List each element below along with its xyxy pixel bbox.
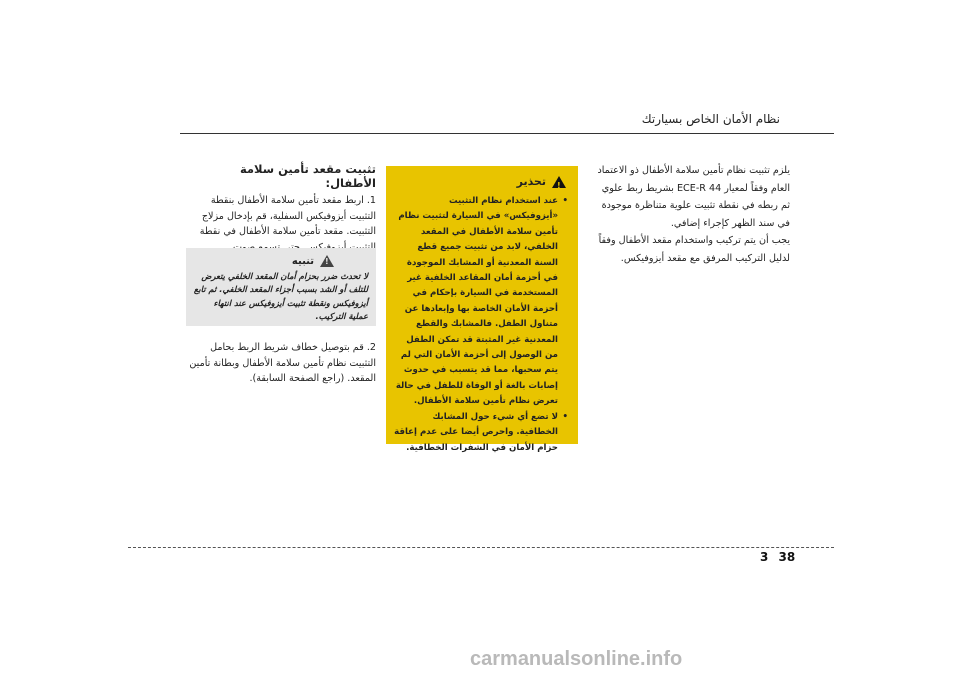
page-number bbox=[760, 550, 801, 564]
chapter-number: 3 bbox=[760, 550, 769, 564]
site-watermark: carmanualsonline.info bbox=[470, 648, 683, 670]
section-title: تثبيت مقعد تأمين سلامة الأطفال: bbox=[239, 162, 376, 190]
step-2: 2. قم بتوصيل خطاف شريط الربط بحامل التثبيت نظام تأمين سلامة الأطفال وبطانة تأمين المقعد. (راجع الصفحة السابقة). bbox=[189, 342, 376, 385]
right-column bbox=[592, 162, 790, 268]
caution-header bbox=[292, 255, 334, 267]
warning-triangle-icon: ! bbox=[552, 176, 566, 188]
paragraph-1: يلزم تثبيت نظام تأمين سلامة الأطفال ذو الاعتماد العام وفقاً لمعيار ECE-R 44 بشريط ربط علوي ثم ربطه في نقطة تثبيت علوية متناظرة موجودة في سند الظهر كإجراء إضافي. bbox=[597, 165, 790, 229]
warning-item: • لا تضع أي شيء حول المشابك الخطافية. واحرص أيضا على عدم إعاقة حزام الأمان في الشفرات الخطافية. bbox=[394, 410, 568, 456]
warning-item: • عند استخدام نظام التثبيت «أيزوفيكس» في السيارة لتثبيت نظام تأمين سلامة الأطفال في المقعد الخلفي، لابد من تثبيت جميع قطع السنة المعدنية أو المشابك الموجودة في أحزمة أمان المقاعد الخلفية غير المستخدمة في السيارة بإحكام في أحزمة الأمان الخاصة بها وإبعادها عن متناول الطفل. فالمشابك والقطع المعدنية غير المثبتة قد تمكن الطفل من الوصول إلى أحزمة الأمان التي لم يتم سحبها، مما قد يتسبب في حدوث إصابات بالغة أو الوفاة للطفل في حالة تعرض نظام تأمين سلامة الأطفال. bbox=[394, 194, 568, 410]
header-divider bbox=[180, 133, 834, 134]
page-index: 38 bbox=[778, 550, 796, 564]
step-1: 1. اربط مقعد تأمين سلامة الأطفال بنقطة التثبيت أيزوفيكس السفلية، قم بإدخال مزلاج التثبيت. مقعد تأمين سلامة الأطفال في نقطة bbox=[199, 195, 376, 238]
warning-label: تحذير bbox=[516, 175, 546, 188]
warning-header bbox=[517, 174, 566, 189]
caution-box bbox=[186, 248, 376, 326]
caution-triangle-icon: ! bbox=[320, 255, 334, 267]
caution-text: لا تحدث ضرر بحزام أمان المقعد الخلفي يتعرض للتلف أو الشد بسبب أجزاء المقعد الخلفي. ثم تابع أيزوفيكس ونقطة تثبيت أيزوفيكس عند انتهاء عملية التركيب. bbox=[193, 271, 368, 322]
warning-box bbox=[386, 166, 578, 453]
page-header-title: نظام الأمان الخاص بسيارتك bbox=[641, 112, 780, 126]
footer-divider bbox=[128, 547, 834, 548]
caution-label: تنبيه bbox=[291, 255, 314, 267]
paragraph-2: يجب أن يتم تركيب واستخدام مقعد الأطفال وفقاً لدليل التركيب المرفق مع مقعد أيزوفيكس. bbox=[598, 235, 790, 264]
warning-list bbox=[394, 194, 568, 456]
